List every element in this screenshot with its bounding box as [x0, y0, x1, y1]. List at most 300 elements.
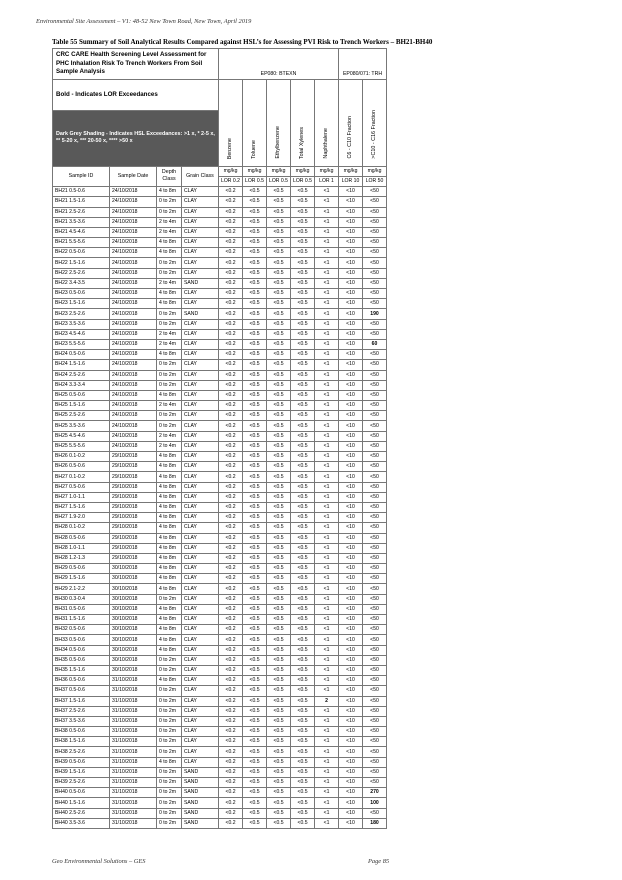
c10-c16-cell: <50 [363, 289, 387, 299]
xylenes-cell: <0.5 [291, 309, 315, 319]
sample-date-cell: 24/10/2018 [110, 339, 157, 349]
table-row [53, 360, 387, 370]
c10-c16-cell: <50 [363, 492, 387, 502]
bold-legend-note: Bold - Indicates LOR Exceedances [53, 79, 219, 110]
benzene-cell: <0.2 [219, 767, 243, 777]
grain-class-cell: CLAY [182, 594, 219, 604]
ethylbenzene-cell: <0.5 [267, 564, 291, 574]
depth-class-cell: 4 to 8m [157, 452, 182, 462]
table-row [53, 727, 387, 737]
ethylbenzene-cell: <0.5 [267, 625, 291, 635]
ethylbenzene-cell: <0.5 [267, 441, 291, 451]
grain-class-cell: CLAY [182, 472, 219, 482]
c10-c16-cell: <50 [363, 553, 387, 563]
grain-class-cell: CLAY [182, 462, 219, 472]
analyte-header-c10-c16: >C10 - C16 Fraction [363, 79, 387, 166]
sample-date-cell: 24/10/2018 [110, 401, 157, 411]
grain-class-cell: CLAY [182, 390, 219, 400]
ethylbenzene-cell: <0.5 [267, 808, 291, 818]
naphthalene-cell: <1 [315, 716, 339, 726]
ethylbenzene-cell: <0.5 [267, 472, 291, 482]
benzene-cell: <0.2 [219, 696, 243, 706]
xylenes-cell: <0.5 [291, 818, 315, 828]
naphthalene-cell: <1 [315, 706, 339, 716]
table-row [53, 788, 387, 798]
c10-c16-cell: <50 [363, 319, 387, 329]
naphthalene-cell: <1 [315, 238, 339, 248]
c6-c10-cell: <10 [339, 655, 363, 665]
benzene-cell: <0.2 [219, 676, 243, 686]
naphthalene-cell: <1 [315, 574, 339, 584]
sample-id-cell: BH25 1.5-1.6 [53, 401, 110, 411]
c6-c10-cell: <10 [339, 278, 363, 288]
naphthalene-cell: <1 [315, 747, 339, 757]
sample-date-cell: 29/10/2018 [110, 492, 157, 502]
lor-cell: LOR 0.5 [243, 176, 267, 186]
c6-c10-cell: <10 [339, 778, 363, 788]
grain-class-cell: CLAY [182, 268, 219, 278]
grain-class-cell: CLAY [182, 452, 219, 462]
sample-date-cell: 24/10/2018 [110, 289, 157, 299]
naphthalene-cell: <1 [315, 441, 339, 451]
c6-c10-cell: <10 [339, 686, 363, 696]
xylenes-cell: <0.5 [291, 472, 315, 482]
c6-c10-cell: <10 [339, 339, 363, 349]
c10-c16-cell: <50 [363, 482, 387, 492]
sample-id-cell: BH36 0.5-0.6 [53, 676, 110, 686]
col-header-sample-id: Sample ID [53, 166, 110, 186]
grain-class-cell: CLAY [182, 227, 219, 237]
grain-class-cell: CLAY [182, 482, 219, 492]
c10-c16-cell: <50 [363, 676, 387, 686]
benzene-cell: <0.2 [219, 227, 243, 237]
grain-class-cell: CLAY [182, 716, 219, 726]
naphthalene-cell: <1 [315, 472, 339, 482]
depth-class-cell: 4 to 8m [157, 584, 182, 594]
lor-cell: LOR 0.2 [219, 176, 243, 186]
toluene-cell: <0.5 [243, 462, 267, 472]
table-row [53, 645, 387, 655]
c6-c10-cell: <10 [339, 604, 363, 614]
toluene-cell: <0.5 [243, 604, 267, 614]
benzene-cell: <0.2 [219, 268, 243, 278]
naphthalene-cell: <1 [315, 798, 339, 808]
xylenes-cell: <0.5 [291, 727, 315, 737]
toluene-cell: <0.5 [243, 757, 267, 767]
benzene-cell: <0.2 [219, 492, 243, 502]
depth-class-cell: 0 to 2m [157, 696, 182, 706]
sample-date-cell: 30/10/2018 [110, 625, 157, 635]
c10-c16-cell: <50 [363, 411, 387, 421]
grain-class-cell: CLAY [182, 533, 219, 543]
depth-class-cell: 4 to 8m [157, 553, 182, 563]
ethylbenzene-cell: <0.5 [267, 686, 291, 696]
toluene-cell: <0.5 [243, 360, 267, 370]
sample-id-cell: BH33 0.5-0.6 [53, 635, 110, 645]
toluene-cell: <0.5 [243, 676, 267, 686]
sample-date-cell: 31/10/2018 [110, 808, 157, 818]
depth-class-cell: 0 to 2m [157, 788, 182, 798]
toluene-cell: <0.5 [243, 299, 267, 309]
ethylbenzene-cell: <0.5 [267, 737, 291, 747]
naphthalene-cell: <1 [315, 615, 339, 625]
xylenes-cell: <0.5 [291, 462, 315, 472]
ethylbenzene-cell: <0.5 [267, 757, 291, 767]
toluene-cell: <0.5 [243, 227, 267, 237]
c10-c16-cell: <50 [363, 207, 387, 217]
naphthalene-cell: <1 [315, 217, 339, 227]
c6-c10-cell: <10 [339, 472, 363, 482]
depth-class-cell: 0 to 2m [157, 360, 182, 370]
c10-c16-cell: 270 [363, 788, 387, 798]
toluene-cell: <0.5 [243, 543, 267, 553]
c6-c10-cell: <10 [339, 767, 363, 777]
xylenes-cell: <0.5 [291, 604, 315, 614]
depth-class-cell: 4 to 8m [157, 472, 182, 482]
table-row [53, 767, 387, 777]
depth-class-cell: 4 to 8m [157, 625, 182, 635]
benzene-cell: <0.2 [219, 278, 243, 288]
depth-class-cell: 4 to 8m [157, 502, 182, 512]
naphthalene-cell: <1 [315, 686, 339, 696]
c10-c16-cell: <50 [363, 452, 387, 462]
sample-date-cell: 31/10/2018 [110, 818, 157, 828]
c6-c10-cell: <10 [339, 350, 363, 360]
ethylbenzene-cell: <0.5 [267, 380, 291, 390]
toluene-cell: <0.5 [243, 431, 267, 441]
col-header-sample-date: Sample Date [110, 166, 157, 186]
xylenes-cell: <0.5 [291, 676, 315, 686]
sample-id-cell: BH24 0.5-0.6 [53, 350, 110, 360]
c6-c10-cell: <10 [339, 676, 363, 686]
benzene-cell: <0.2 [219, 360, 243, 370]
lor-cell: LOR 0.5 [291, 176, 315, 186]
grain-class-cell: CLAY [182, 217, 219, 227]
naphthalene-cell: <1 [315, 268, 339, 278]
sample-id-cell: BH37 3.5-3.6 [53, 716, 110, 726]
c10-c16-cell: <50 [363, 767, 387, 777]
xylenes-cell: <0.5 [291, 737, 315, 747]
table-row [53, 604, 387, 614]
sample-id-cell: BH29 2.1-2.2 [53, 584, 110, 594]
ethylbenzene-cell: <0.5 [267, 309, 291, 319]
sample-id-cell: BH39 0.5-0.6 [53, 757, 110, 767]
ethylbenzene-cell: <0.5 [267, 319, 291, 329]
depth-class-cell: 4 to 8m [157, 187, 182, 197]
ethylbenzene-cell: <0.5 [267, 299, 291, 309]
sample-date-cell: 24/10/2018 [110, 329, 157, 339]
benzene-cell: <0.2 [219, 309, 243, 319]
table-row [53, 227, 387, 237]
c6-c10-cell: <10 [339, 411, 363, 421]
xylenes-cell: <0.5 [291, 319, 315, 329]
ethylbenzene-cell: <0.5 [267, 655, 291, 665]
table-row [53, 808, 387, 818]
xylenes-cell: <0.5 [291, 411, 315, 421]
ethylbenzene-cell: <0.5 [267, 553, 291, 563]
c10-c16-cell: <50 [363, 370, 387, 380]
benzene-cell: <0.2 [219, 604, 243, 614]
benzene-cell: <0.2 [219, 798, 243, 808]
sample-date-cell: 30/10/2018 [110, 594, 157, 604]
sample-id-cell: BH21 0.5-0.6 [53, 187, 110, 197]
sample-id-cell: BH23 0.5-0.6 [53, 289, 110, 299]
sample-date-cell: 29/10/2018 [110, 462, 157, 472]
ethylbenzene-cell: <0.5 [267, 227, 291, 237]
toluene-cell: <0.5 [243, 452, 267, 462]
naphthalene-cell: 2 [315, 696, 339, 706]
grain-class-cell: CLAY [182, 686, 219, 696]
sample-date-cell: 31/10/2018 [110, 778, 157, 788]
analyte-header-total-xylenes: Total Xylenes [291, 79, 315, 166]
toluene-cell: <0.5 [243, 309, 267, 319]
table-row [53, 594, 387, 604]
naphthalene-cell: <1 [315, 482, 339, 492]
grain-class-cell: CLAY [182, 360, 219, 370]
c10-c16-cell: <50 [363, 574, 387, 584]
sample-id-cell: BH27 0.1-0.2 [53, 472, 110, 482]
table-title: CRC CARE Health Screening Level Assessment for PHC Inhalation Risk To Trench Workers From Soil Sample Analysis [53, 49, 219, 80]
c10-c16-cell: <50 [363, 696, 387, 706]
toluene-cell: <0.5 [243, 350, 267, 360]
xylenes-cell: <0.5 [291, 380, 315, 390]
table-caption: Table 55 Summary of Soil Analytical Results Compared against HSL’s for Assessing PVI Risk to Trench Workers – BH21-BH40 [52, 38, 433, 46]
benzene-cell: <0.2 [219, 716, 243, 726]
depth-class-cell: 0 to 2m [157, 706, 182, 716]
naphthalene-cell: <1 [315, 676, 339, 686]
depth-class-cell: 4 to 8m [157, 492, 182, 502]
naphthalene-cell: <1 [315, 757, 339, 767]
c6-c10-cell: <10 [339, 574, 363, 584]
sample-id-cell: BH23 3.5-3.6 [53, 319, 110, 329]
naphthalene-cell: <1 [315, 401, 339, 411]
grain-class-cell: CLAY [182, 421, 219, 431]
table-row [53, 197, 387, 207]
grain-class-cell: CLAY [182, 187, 219, 197]
xylenes-cell: <0.5 [291, 329, 315, 339]
naphthalene-cell: <1 [315, 350, 339, 360]
ethylbenzene-cell: <0.5 [267, 401, 291, 411]
grain-class-cell: CLAY [182, 401, 219, 411]
ethylbenzene-cell: <0.5 [267, 645, 291, 655]
depth-class-cell: 4 to 8m [157, 350, 182, 360]
ethylbenzene-cell: <0.5 [267, 513, 291, 523]
table-row [53, 339, 387, 349]
toluene-cell: <0.5 [243, 574, 267, 584]
table-row [53, 686, 387, 696]
footer-company: Geo Environmental Solutions – GES [52, 858, 146, 865]
sample-id-cell: BH31 1.5-1.6 [53, 615, 110, 625]
c6-c10-cell: <10 [339, 747, 363, 757]
ethylbenzene-cell: <0.5 [267, 604, 291, 614]
sample-id-cell: BH40 3.5-3.6 [53, 818, 110, 828]
ethylbenzene-cell: <0.5 [267, 197, 291, 207]
sample-id-cell: BH28 1.2-1.3 [53, 553, 110, 563]
grain-class-cell: CLAY [182, 625, 219, 635]
c10-c16-cell: <50 [363, 472, 387, 482]
depth-class-cell: 0 to 2m [157, 808, 182, 818]
sample-id-cell: BH23 1.5-1.6 [53, 299, 110, 309]
toluene-cell: <0.5 [243, 380, 267, 390]
table-row [53, 584, 387, 594]
depth-class-cell: 2 to 4m [157, 441, 182, 451]
sample-date-cell: 29/10/2018 [110, 553, 157, 563]
sample-id-cell: BH26 0.5-0.6 [53, 462, 110, 472]
grain-class-cell: CLAY [182, 635, 219, 645]
sample-id-cell: BH27 0.5-0.6 [53, 482, 110, 492]
benzene-cell: <0.2 [219, 299, 243, 309]
ethylbenzene-cell: <0.5 [267, 502, 291, 512]
c10-c16-cell: <50 [363, 268, 387, 278]
benzene-cell: <0.2 [219, 421, 243, 431]
sample-date-cell: 30/10/2018 [110, 655, 157, 665]
benzene-cell: <0.2 [219, 502, 243, 512]
sample-id-cell: BH31 0.5-0.6 [53, 604, 110, 614]
toluene-cell: <0.5 [243, 645, 267, 655]
grain-class-cell: CLAY [182, 645, 219, 655]
naphthalene-cell: <1 [315, 523, 339, 533]
naphthalene-cell: <1 [315, 727, 339, 737]
grain-class-cell: CLAY [182, 441, 219, 451]
grain-class-cell: CLAY [182, 238, 219, 248]
c6-c10-cell: <10 [339, 818, 363, 828]
sample-date-cell: 29/10/2018 [110, 482, 157, 492]
sample-date-cell: 31/10/2018 [110, 716, 157, 726]
ethylbenzene-cell: <0.5 [267, 278, 291, 288]
grain-class-cell: CLAY [182, 289, 219, 299]
xylenes-cell: <0.5 [291, 757, 315, 767]
c6-c10-cell: <10 [339, 502, 363, 512]
ethylbenzene-cell: <0.5 [267, 594, 291, 604]
c6-c10-cell: <10 [339, 187, 363, 197]
analyte-header-toluene: Toluene [243, 79, 267, 166]
benzene-cell: <0.2 [219, 757, 243, 767]
ethylbenzene-cell: <0.5 [267, 574, 291, 584]
c10-c16-cell: <50 [363, 808, 387, 818]
grain-class-cell: CLAY [182, 665, 219, 675]
c6-c10-cell: <10 [339, 564, 363, 574]
toluene-cell: <0.5 [243, 492, 267, 502]
c6-c10-cell: <10 [339, 238, 363, 248]
sample-id-cell: BH40 1.5-1.6 [53, 798, 110, 808]
toluene-cell: <0.5 [243, 778, 267, 788]
ethylbenzene-cell: <0.5 [267, 696, 291, 706]
benzene-cell: <0.2 [219, 482, 243, 492]
depth-class-cell: 0 to 2m [157, 716, 182, 726]
naphthalene-cell: <1 [315, 452, 339, 462]
depth-class-cell: 0 to 2m [157, 767, 182, 777]
c10-c16-cell: <50 [363, 645, 387, 655]
toluene-cell: <0.5 [243, 706, 267, 716]
benzene-cell: <0.2 [219, 594, 243, 604]
ethylbenzene-cell: <0.5 [267, 431, 291, 441]
sample-id-cell: BH24 2.5-2.6 [53, 370, 110, 380]
naphthalene-cell: <1 [315, 319, 339, 329]
grain-class-cell: SAND [182, 808, 219, 818]
table-row [53, 533, 387, 543]
depth-class-cell: 4 to 8m [157, 645, 182, 655]
xylenes-cell: <0.5 [291, 401, 315, 411]
sample-date-cell: 24/10/2018 [110, 360, 157, 370]
xylenes-cell: <0.5 [291, 299, 315, 309]
c6-c10-cell: <10 [339, 553, 363, 563]
xylenes-cell: <0.5 [291, 360, 315, 370]
sample-id-cell: BH27 1.9-2.0 [53, 513, 110, 523]
sample-date-cell: 31/10/2018 [110, 747, 157, 757]
benzene-cell: <0.2 [219, 665, 243, 675]
table-row [53, 553, 387, 563]
sample-date-cell: 24/10/2018 [110, 350, 157, 360]
naphthalene-cell: <1 [315, 543, 339, 553]
toluene-cell: <0.5 [243, 289, 267, 299]
grain-class-cell: CLAY [182, 502, 219, 512]
ethylbenzene-cell: <0.5 [267, 798, 291, 808]
toluene-cell: <0.5 [243, 696, 267, 706]
table-row [53, 431, 387, 441]
naphthalene-cell: <1 [315, 533, 339, 543]
ethylbenzene-cell: <0.5 [267, 767, 291, 777]
benzene-cell: <0.2 [219, 441, 243, 451]
grain-class-cell: CLAY [182, 370, 219, 380]
ethylbenzene-cell: <0.5 [267, 268, 291, 278]
grain-class-cell: CLAY [182, 564, 219, 574]
table-row [53, 655, 387, 665]
naphthalene-cell: <1 [315, 299, 339, 309]
toluene-cell: <0.5 [243, 472, 267, 482]
depth-class-cell: 2 to 4m [157, 339, 182, 349]
grain-class-cell: CLAY [182, 676, 219, 686]
c6-c10-cell: <10 [339, 380, 363, 390]
benzene-cell: <0.2 [219, 808, 243, 818]
benzene-cell: <0.2 [219, 523, 243, 533]
benzene-cell: <0.2 [219, 431, 243, 441]
c6-c10-cell: <10 [339, 431, 363, 441]
sample-id-cell: BH37 0.5-0.6 [53, 686, 110, 696]
benzene-cell: <0.2 [219, 401, 243, 411]
page-header: Environmental Site Assessment – V1: 48-52 New Town Road, New Town, April 2019 [36, 18, 252, 25]
c6-c10-cell: <10 [339, 543, 363, 553]
grain-class-cell: SAND [182, 278, 219, 288]
benzene-cell: <0.2 [219, 350, 243, 360]
table-body [53, 187, 387, 829]
naphthalene-cell: <1 [315, 513, 339, 523]
grain-class-cell: CLAY [182, 329, 219, 339]
c10-c16-cell: <50 [363, 604, 387, 614]
naphthalene-cell: <1 [315, 390, 339, 400]
lor-cell: LOR 0.5 [267, 176, 291, 186]
sample-id-cell: BH28 0.5-0.6 [53, 533, 110, 543]
sample-id-cell: BH22 0.5-0.6 [53, 248, 110, 258]
sample-id-cell: BH32 0.5-0.6 [53, 625, 110, 635]
table-row [53, 747, 387, 757]
sample-date-cell: 24/10/2018 [110, 370, 157, 380]
sample-date-cell: 31/10/2018 [110, 696, 157, 706]
depth-class-cell: 0 to 2m [157, 197, 182, 207]
sample-id-cell: BH38 1.5-1.6 [53, 737, 110, 747]
c10-c16-cell: <50 [363, 737, 387, 747]
c10-c16-cell: <50 [363, 390, 387, 400]
sample-date-cell: 31/10/2018 [110, 757, 157, 767]
depth-class-cell: 0 to 2m [157, 594, 182, 604]
naphthalene-cell: <1 [315, 778, 339, 788]
benzene-cell: <0.2 [219, 289, 243, 299]
sample-id-cell: BH29 0.5-0.6 [53, 564, 110, 574]
depth-class-cell: 2 to 4m [157, 217, 182, 227]
grain-class-cell: CLAY [182, 492, 219, 502]
sample-id-cell: BH24 1.5-1.6 [53, 360, 110, 370]
table-row [53, 441, 387, 451]
c10-c16-cell: <50 [363, 513, 387, 523]
